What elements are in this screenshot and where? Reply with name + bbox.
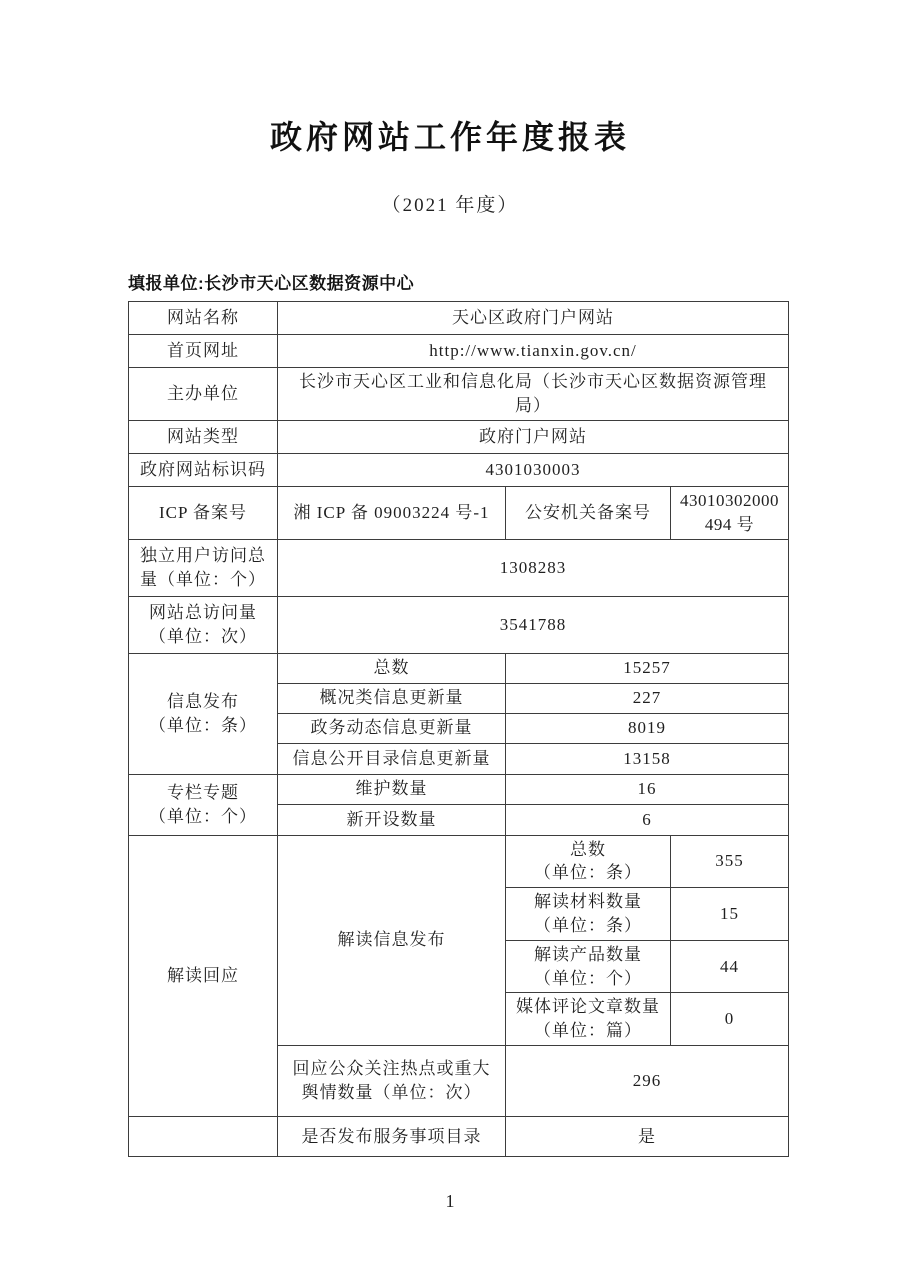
total-visits-label: [129, 596, 278, 653]
interpretation-products-value: 44: [671, 940, 789, 993]
special-columns-group-title: 专栏专题: [167, 782, 239, 802]
interpretation-materials-label: [506, 888, 671, 941]
home-url-value: http://www.tianxin.gov.cn/: [278, 335, 789, 368]
page-number: 1: [445, 1190, 455, 1211]
interpretation-total-value: 355: [671, 835, 789, 888]
row-icp: [129, 486, 789, 539]
site-code-value: 4301030003: [278, 453, 789, 486]
row-interpretation-total: [129, 835, 789, 888]
row-sponsor: [129, 368, 789, 421]
hot-response-label: 回应公众关注热点或重大舆情数量（单位：次）: [278, 1045, 506, 1116]
row-site-name: [129, 302, 789, 335]
info-publish-overview-label: 概况类信息更新量: [278, 683, 506, 713]
total-visits-value: 3541788: [278, 596, 789, 653]
service-catalog-empty-cell: [129, 1116, 278, 1156]
police-record-label: 公安机关备案号: [506, 486, 671, 539]
info-publish-total-value: 15257: [506, 653, 789, 683]
interpretation-materials-value: 15: [671, 888, 789, 941]
row-site-code: [129, 453, 789, 486]
info-publish-group-unit: （单位：条）: [149, 715, 257, 735]
row-total-visits: [129, 596, 789, 653]
site-type-value: 政府门户网站: [278, 420, 789, 453]
reporting-unit-line: 填报单位:长沙市天心区数据资源中心: [128, 274, 415, 293]
icp-value: 湘 ICP 备 09003224 号-1: [278, 486, 506, 539]
info-publish-dynamic-label: 政务动态信息更新量: [278, 713, 506, 743]
interpretation-media-value: 0: [671, 993, 789, 1046]
total-visits-label-text: 网站总访问量: [149, 602, 257, 622]
info-publish-overview-value: 227: [506, 683, 789, 713]
interpretation-products-label-text: 解读产品数量: [534, 944, 642, 964]
special-columns-group-unit: （单位：个）: [149, 806, 257, 826]
special-columns-new-label: 新开设数量: [278, 804, 506, 835]
info-publish-catalog-value: 13158: [506, 743, 789, 774]
site-type-label: 网站类型: [129, 420, 278, 453]
info-publish-dynamic-value: 8019: [506, 713, 789, 743]
interpretation-publish-label: 解读信息发布: [278, 835, 506, 1045]
document-year-subtitle: （2021 年度）: [381, 195, 519, 216]
info-publish-catalog-label: 信息公开目录信息更新量: [278, 743, 506, 774]
total-visits-label-unit: （单位：次）: [149, 626, 257, 646]
info-publish-group-title: 信息发布: [167, 691, 239, 711]
sponsor-label: 主办单位: [129, 368, 278, 421]
interpretation-total-label-text: 总数: [570, 839, 606, 859]
service-catalog-value: 是: [506, 1116, 789, 1156]
row-special-columns-maintained: [129, 774, 789, 804]
interpretation-total-label-unit: （单位：条）: [534, 863, 642, 883]
interpretation-products-label-unit: （单位：个）: [534, 968, 642, 988]
sponsor-value: 长沙市天心区工业和信息化局（长沙市天心区数据资源管理局）: [278, 368, 789, 421]
row-service-catalog: [129, 1116, 789, 1156]
special-columns-maintained-value: 16: [506, 774, 789, 804]
annual-report-table: [128, 301, 789, 1157]
hot-response-value: 296: [506, 1045, 789, 1116]
service-catalog-label: 是否发布服务事项目录: [278, 1116, 506, 1156]
site-name-value: 天心区政府门户网站: [278, 302, 789, 335]
interpretation-media-label-text: 媒体评论文章数量: [516, 997, 660, 1017]
info-publish-group-label: [129, 653, 278, 774]
interpretation-media-label: [506, 993, 671, 1046]
interpretation-media-label-unit: （单位：篇）: [534, 1021, 642, 1041]
icp-label: ICP 备案号: [129, 486, 278, 539]
special-columns-new-value: 6: [506, 804, 789, 835]
special-columns-group-label: [129, 774, 278, 835]
interpretation-total-label: [506, 835, 671, 888]
site-name-label: 网站名称: [129, 302, 278, 335]
interpretation-group-label: 解读回应: [129, 835, 278, 1116]
interpretation-products-label: [506, 940, 671, 993]
site-code-label: 政府网站标识码: [129, 453, 278, 486]
row-home-url: [129, 335, 789, 368]
home-url-label: 首页网址: [129, 335, 278, 368]
row-unique-visitors: [129, 539, 789, 596]
unique-visitors-value: 1308283: [278, 539, 789, 596]
police-record-value: 43010302000494 号: [671, 486, 789, 539]
row-info-publish-total: [129, 653, 789, 683]
unique-visitors-label: 独立用户访问总量（单位：个）: [129, 539, 278, 596]
special-columns-maintained-label: 维护数量: [278, 774, 506, 804]
document-title: 政府网站工作年度报表: [269, 119, 630, 155]
row-site-type: [129, 420, 789, 453]
interpretation-materials-label-text: 解读材料数量: [534, 892, 642, 912]
interpretation-materials-label-unit: （单位：条）: [534, 915, 642, 935]
info-publish-total-label: 总数: [278, 653, 506, 683]
